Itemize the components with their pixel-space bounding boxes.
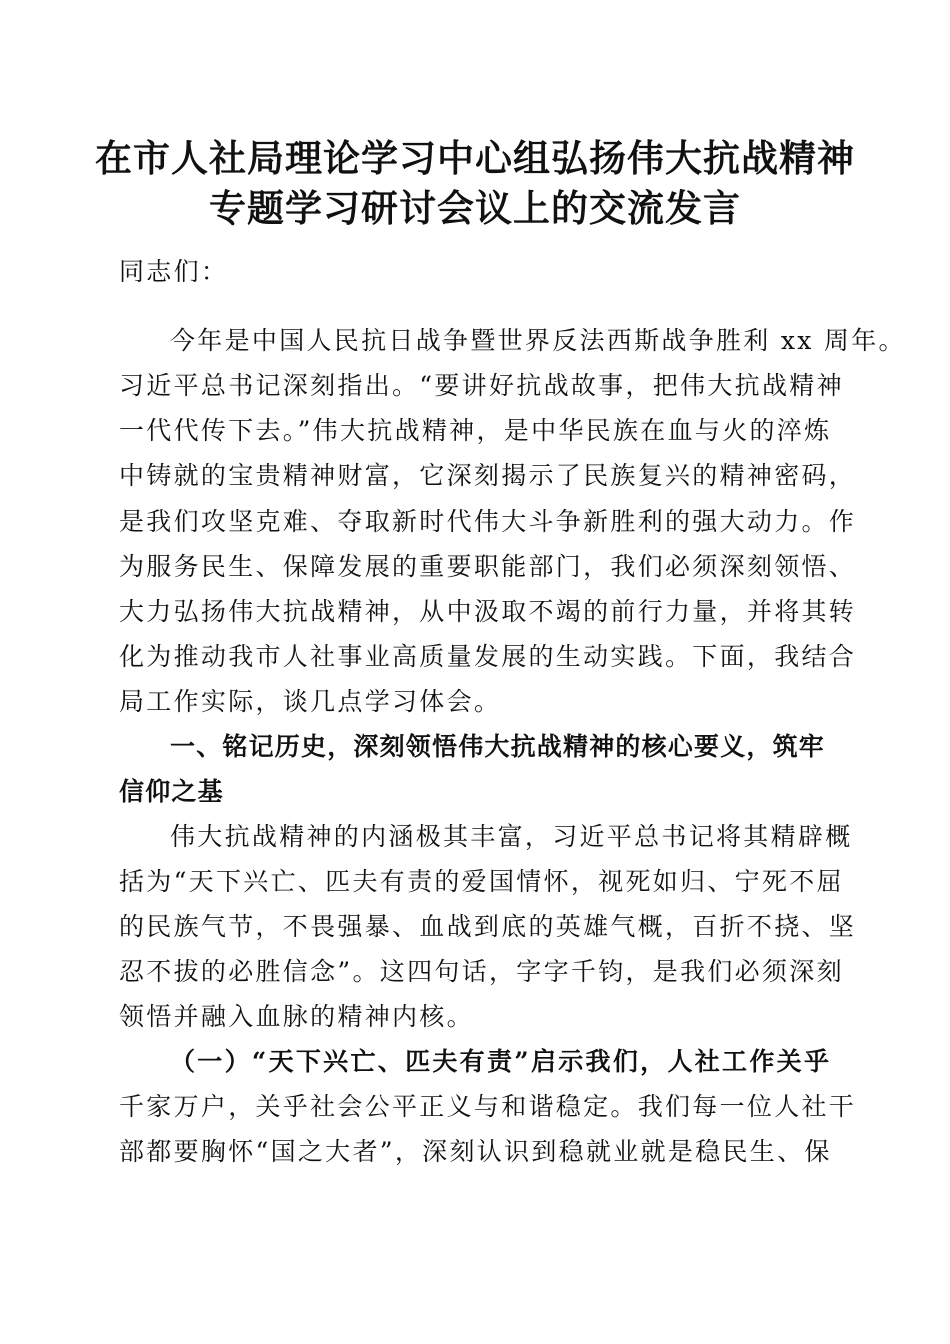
subsection-1-line-1: [170, 1046, 850, 1078]
subsection-1-label: （一）“天下兴亡、匹夫有责”启示我们，人社工作关乎: [170, 1047, 832, 1076]
paragraph-2-line-2: 括为“天下兴亡、匹夫有责的爱国情怀，视死如归、宁死不屈: [119, 867, 844, 896]
paragraph-1-line-2: 习近平总书记深刻指出。“要讲好抗战故事，把伟大抗战精神: [119, 371, 844, 400]
subsection-1-line-2: 千家万户，关乎社会公平正义与和谐稳定。我们每一位人社干: [119, 1092, 857, 1121]
subsection-1-line-3: 部都要胸怀“国之大者”，深刻认识到稳就业就是稳民生、保: [119, 1137, 832, 1166]
document-title-line-2: 专题学习研讨会议上的交流发言: [209, 186, 741, 230]
paragraph-1-line-5: 是我们攻坚克难、夺取新时代伟大斗争新胜利的强大动力。作: [119, 507, 857, 536]
paragraph-1-line-8: 化为推动我市人社事业高质量发展的生动实践。下面，我结合: [119, 642, 857, 671]
document-title-line-1: 在市人社局理论学习中心组弘扬伟大抗战精神: [95, 136, 855, 180]
section-heading-1-line-1: 一、铭记历史，深刻领悟伟大抗战精神的核心要义，筑牢: [170, 732, 826, 761]
paragraph-2-line-1: 伟大抗战精神的内涵极其丰富，习近平总书记将其精辟概: [170, 822, 853, 851]
paragraph-1-line-9: 局工作实际，谈几点学习体会。: [119, 687, 502, 716]
paragraph-1-line-1: 今年是中国人民抗日战争暨世界反法西斯战争胜利 xx 周年。: [170, 326, 906, 355]
paragraph-1-line-3: 一代代传下去。”伟大抗战精神，是中华民族在血与火的淬炼: [119, 416, 832, 445]
paragraph-2-line-3: 的民族气节，不畏强暴、血战到底的英雄气概，百折不挠、坚: [119, 912, 857, 941]
paragraph-1-line-7: 大力弘扬伟大抗战精神，从中汲取不竭的前行力量，并将其转: [119, 597, 857, 626]
section-heading-1-line-2: 信仰之基: [119, 777, 224, 806]
salutation: 同志们：: [119, 257, 229, 286]
paragraph-2-line-4: 忍不拔的必胜信念”。这四句话，字字千钧，是我们必须深刻: [119, 957, 844, 986]
paragraph-1-line-4: 中铸就的宝贵精神财富，它深刻揭示了民族复兴的精神密码，: [119, 461, 857, 490]
paragraph-1-line-6: 为服务民生、保障发展的重要职能部门，我们必须深刻领悟、: [119, 552, 857, 581]
paragraph-2-line-5: 领悟并融入血脉的精神内核。: [119, 1002, 474, 1031]
